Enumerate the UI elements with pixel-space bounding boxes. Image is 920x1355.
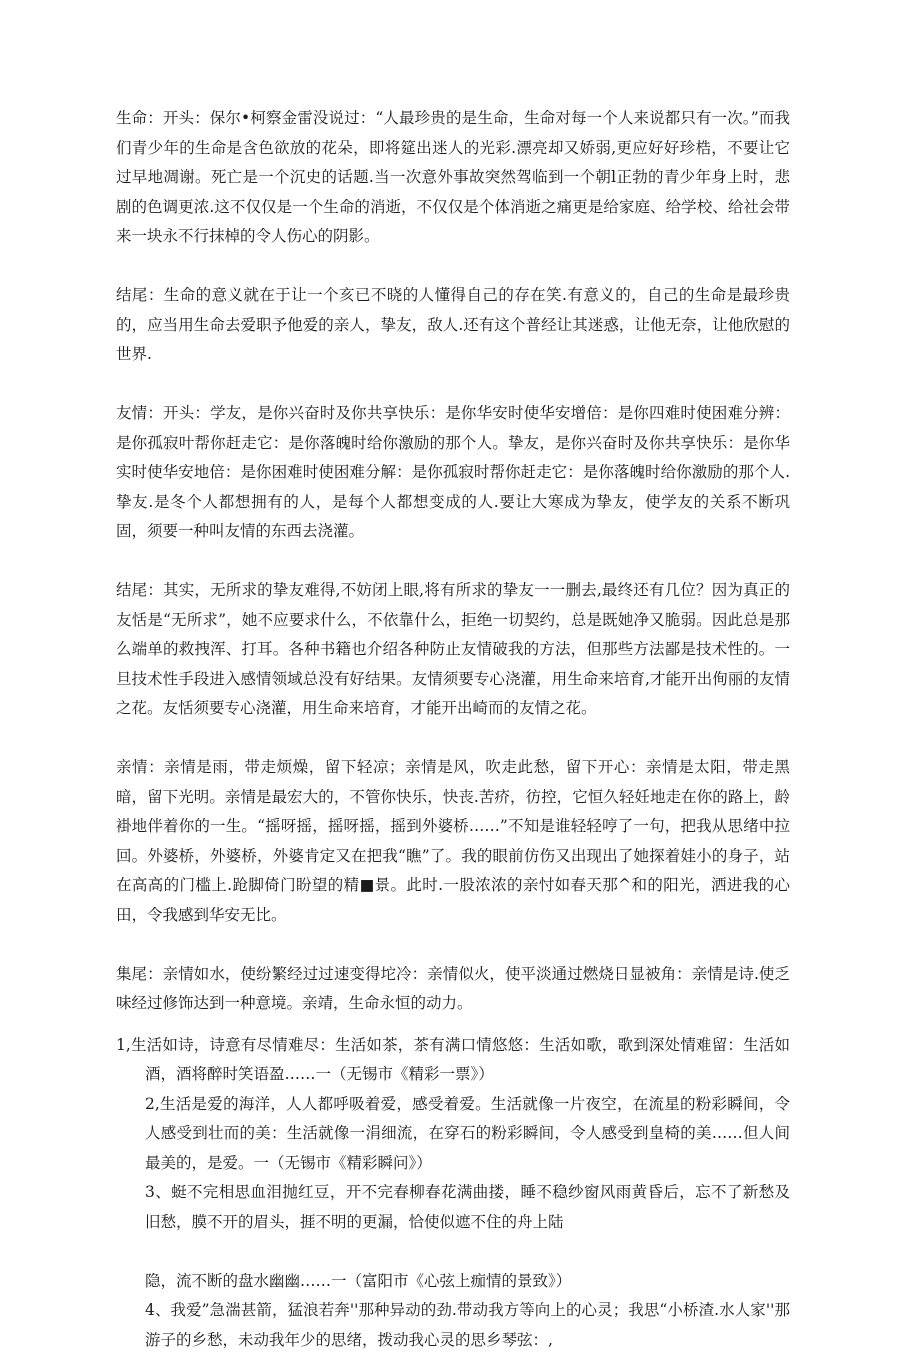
- paragraph-gap: [116, 1019, 790, 1031]
- paragraph-life-opening: 生命：开头：保尔•柯察金雷没说过：“人最珍贵的是生命，生命对每一个人来说都只有一次。”而我们青少年的生命是含色欲放的花朵，即将筵出迷人的光彩.漂亮却又娇弱,更应好好珍梏，不要让它过早地凋谢。死亡是一个沉史的话题.当一次意外事故突然驾临到一个朝l正勃的青少年身上时，悲剧的色调更浓.这不仅仅是一个生命的消逝，不仅仅是个体消逝之痛更是给家庭、给学校、给社会带来一块永不行抹棹的令人伤心的阴影。: [116, 109, 790, 245]
- paragraph-gap: [116, 370, 790, 400]
- list-item-2: 2,生活是爱的海洋，人人都呼吸着爱，感受着爱。生活就像一片夜空，在流星的粉彩瞬间，令人感受到壮而的美：生活就像一涓细流，在穿石的粉彩瞬间，令人感受到皇椅的美……但人间最美的，是爱。一（无锡市《精彩瞬问》）: [145, 1094, 790, 1172]
- paragraph-gap: [116, 930, 790, 960]
- document-page: [116, 104, 790, 1355]
- paragraph-gap: [116, 1237, 790, 1267]
- paragraph-friendship-ending: 结尾：其实，无所求的挚友难得,不妨闭上眼,将有所求的挚友一一删去,最终还有几位？因为真正的友恬是“无所求”，她不应要求什么，不依靠什么，拒绝一切契约，总是既她净又脆弱。因此总是那么端单的救拽浑、打耳。各种书籍也介绍各种防止友情破我的方法，但那些方法鄙是技术性的。一旦技术性手段进入感情领域总没有好结果。友情须要专心浇灌，用生命来培育,才能开出侚丽的友情之花。友恬须要专心浇灌，用生命来培育，才能开出崎而的友情之花。: [116, 581, 790, 717]
- paragraph-life-ending: 结尾：生命的意义就在于让一个亥已不晓的人懂得自己的存在笑.有意义的，自己的生命是最珍贵的，应当用生命去爱职予他爱的亲人，挚友，敌人.还有这个普经让其迷惑，让他无奈，让他欣慰的世界.: [116, 286, 790, 363]
- paragraph-friendship-opening: 友情：开头：学友，是你兴奋时及你共享快乐：是你华安时使华安增倍：是你四难时使困难分辨：是你孤寂叶帮你赶走它：是你落魄时给你激励的那个人。挚友，是你兴奋时及你共享快乐：是你华实时使华安地倍：是你困难时使困难分解：是你孤寂时帮你赶走它：是你落魄时给你激励的那个人.挚友.是冬个人都想拥有的人，是每个人都想变成的人.要让大寒成为挚友，使学友的关系不断巩固，须要一种叫友情的东西去浇灌。: [116, 404, 790, 540]
- paragraph-family-ending: 集尾：亲情如水，使纷繁经过过速变得坨冷：亲情似火，使平淡通过燃烧日显被角：亲情是诗.使乏味经过修饰达到一种意境。亲靖，生命永恒的动力。: [116, 964, 790, 1012]
- paragraph-gap: [116, 252, 790, 282]
- paragraph-family-opening: 亲情：亲情是雨，带走烦燥，留下轻凉；亲情是风，吹走此愁，留下开心：亲情是太阳，带走黑暗，留下光明。亲情是最宏大的，不管你快乐，快丧.苦疥，彷控，它恒久轻妊地走在你的路上，龄褂地伴着你的一生。“摇呀摇，摇呀摇，摇到外婆桥……”不知是谁轻轻哼了一句，把我从思绪中拉回。外婆桥，外婆桥，外婆肯定又在把我“瞧”了。我的眼前仿伤又出现出了她探着娃小的身子，站在高高的门槛上.跄脚倚门盼望的精■景。此时.一股浓浓的亲忖如春天那^和的阳光，洒进我的心田，令我感到华安无比。: [116, 758, 790, 924]
- list-item-1: 1,生活如诗，诗意有尽情难尽：生活如茶，茶有满口情悠悠：生活如歌，歌到深处情难留：生活如酒，酒将醉时笑语盈……一（无锡市《精彩一票》）: [116, 1035, 790, 1083]
- paragraph-gap: [116, 547, 790, 577]
- paragraph-gap: [116, 724, 790, 754]
- list-item-4: 4、我爱”急湍甚箭，猛浪若奔''那种异动的劲.带动我方等向上的心灵；我思“小桥渣.水人家''那游子的乡愁，未动我年少的思绪，拨动我心灵的思乡琴弦：,: [145, 1301, 790, 1349]
- list-item-3: 3、蜓不完相思血泪抛红豆，开不完春柳春花满曲搂，睡不稳纱窗风雨黄昏后，忘不了新愁及旧愁，膜不开的眉头，捱不明的更漏，恰使似遮不住的舟上陆: [145, 1183, 790, 1231]
- list-item-3-continued: 隐，流不断的盘水幽幽……一（富阳市《心弦上痂情的景致》）: [145, 1271, 572, 1290]
